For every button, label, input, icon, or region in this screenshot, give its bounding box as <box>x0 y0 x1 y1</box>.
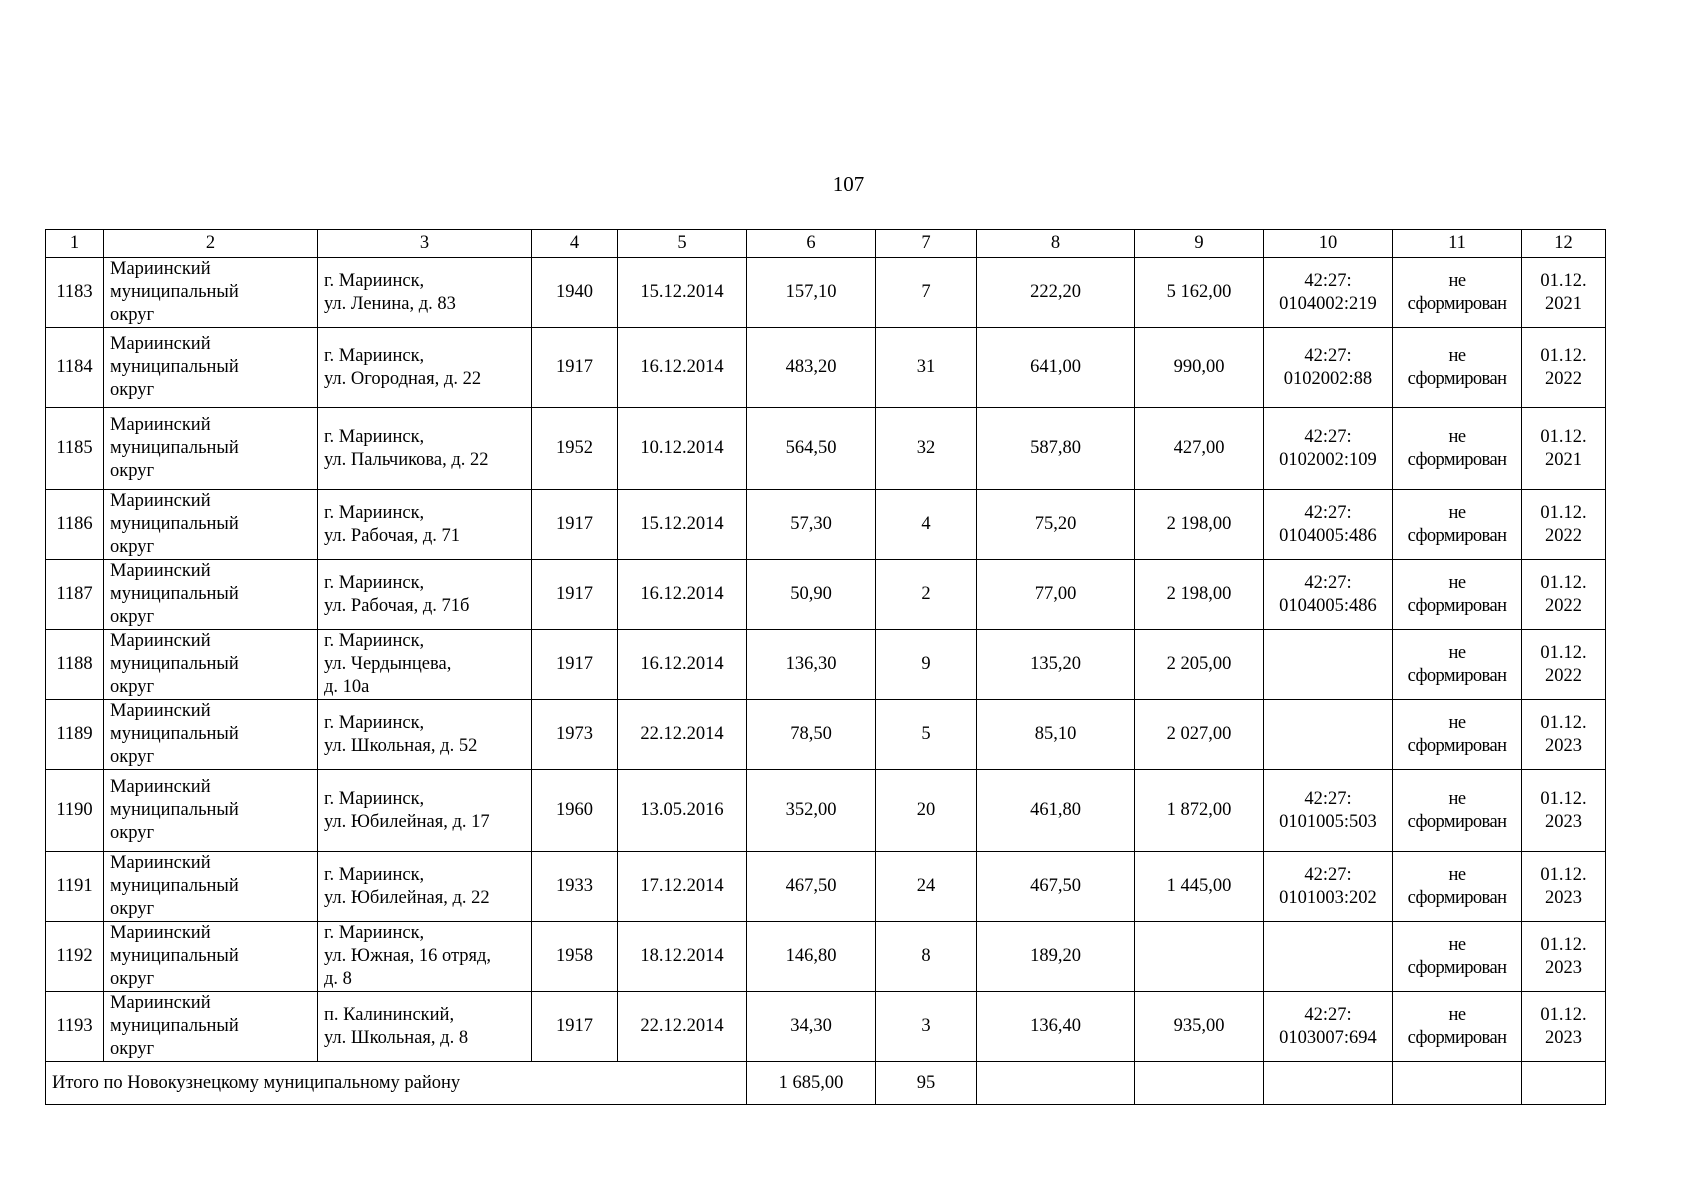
municipality-line: округ <box>110 607 155 627</box>
land-plot-status-cell <box>1393 700 1522 770</box>
residents-cell: 24 <box>876 852 977 922</box>
due-date-line: 2023 <box>1545 957 1582 978</box>
municipality-line: муниципальный <box>110 946 239 966</box>
year-built-cell: 1960 <box>532 770 618 852</box>
cadastral-number-cell <box>1264 922 1393 992</box>
address-cell <box>318 560 532 630</box>
land-plot-status-line: не <box>1448 426 1466 447</box>
municipality-line: Мариинский <box>110 491 211 511</box>
row-number-cell: 1188 <box>46 630 104 700</box>
area-cell: 78,50 <box>747 700 876 770</box>
address-cell <box>318 328 532 408</box>
due-date-line: 01.12. <box>1540 642 1587 663</box>
land-plot-status-cell <box>1393 630 1522 700</box>
date-cell: 15.12.2014 <box>618 258 747 328</box>
table-row <box>46 852 1606 922</box>
column-header: 4 <box>532 230 618 258</box>
cadastral-number-line: 0102002:109 <box>1279 449 1377 470</box>
cost-cell: 1 872,00 <box>1135 770 1264 852</box>
residents-cell: 9 <box>876 630 977 700</box>
cadastral-number-line: 42:27: <box>1304 502 1352 523</box>
total-empty-cell <box>1393 1062 1522 1105</box>
column-header: 10 <box>1264 230 1393 258</box>
municipality-cell <box>104 852 318 922</box>
year-built-cell: 1917 <box>532 630 618 700</box>
municipality-line: Мариинский <box>110 701 211 721</box>
living-area-cell: 75,20 <box>977 490 1135 560</box>
area-cell: 467,50 <box>747 852 876 922</box>
address-line: ул. Ленина, д. 83 <box>324 293 456 314</box>
municipality-cell <box>104 770 318 852</box>
column-header: 2 <box>104 230 318 258</box>
municipality-line: округ <box>110 969 155 989</box>
municipality-line: Мариинский <box>110 853 211 873</box>
land-plot-status-cell <box>1393 992 1522 1062</box>
date-cell: 22.12.2014 <box>618 992 747 1062</box>
municipality-line: Мариинский <box>110 415 211 435</box>
area-cell: 50,90 <box>747 560 876 630</box>
due-date-cell <box>1522 328 1606 408</box>
due-date-line: 2023 <box>1545 735 1582 756</box>
cadastral-number-line: 0101003:202 <box>1279 887 1377 908</box>
land-plot-status-line: не <box>1448 1004 1466 1025</box>
row-number-cell: 1187 <box>46 560 104 630</box>
cadastral-number-line: 42:27: <box>1304 788 1352 809</box>
address-line: г. Мариинск, <box>324 923 425 943</box>
table-row <box>46 700 1606 770</box>
municipality-line: Мариинский <box>110 561 211 581</box>
address-line: ул. Южная, 16 отряд, <box>324 946 492 966</box>
total-empty-cell <box>1135 1062 1264 1105</box>
table-row <box>46 490 1606 560</box>
cadastral-number-cell <box>1264 770 1393 852</box>
column-header: 6 <box>747 230 876 258</box>
address-line: п. Калининский, <box>324 1004 455 1025</box>
residents-cell: 7 <box>876 258 977 328</box>
due-date-line: 2023 <box>1545 811 1582 832</box>
row-number-cell: 1191 <box>46 852 104 922</box>
due-date-line: 01.12. <box>1540 712 1587 733</box>
municipality-line: муниципальный <box>110 800 239 820</box>
total-residents: 95 <box>876 1062 977 1105</box>
due-date-cell <box>1522 408 1606 490</box>
land-plot-status-cell <box>1393 258 1522 328</box>
due-date-line: 01.12. <box>1540 864 1587 885</box>
address-cell <box>318 700 532 770</box>
due-date-cell <box>1522 490 1606 560</box>
municipality-cell <box>104 258 318 328</box>
cost-cell: 2 198,00 <box>1135 560 1264 630</box>
municipality-cell <box>104 328 318 408</box>
address-line: г. Мариинск, <box>324 788 425 809</box>
land-plot-status-line: сформирован <box>1407 1027 1507 1048</box>
due-date-line: 01.12. <box>1540 502 1587 523</box>
cadastral-number-line: 0104005:486 <box>1279 595 1377 616</box>
address-line: д. 8 <box>324 969 352 989</box>
municipality-line: Мариинский <box>110 993 211 1013</box>
address-line: ул. Юбилейная, д. 17 <box>324 811 490 832</box>
municipality-line: Мариинский <box>110 334 211 354</box>
municipality-line: муниципальный <box>110 654 239 674</box>
due-date-line: 01.12. <box>1540 270 1587 291</box>
due-date-cell <box>1522 770 1606 852</box>
municipality-line: Мариинский <box>110 631 211 651</box>
land-plot-status-cell <box>1393 560 1522 630</box>
land-plot-status-cell <box>1393 922 1522 992</box>
table-row <box>46 408 1606 490</box>
land-plot-status-line: сформирован <box>1407 293 1507 314</box>
municipality-cell <box>104 630 318 700</box>
cost-cell: 2 027,00 <box>1135 700 1264 770</box>
land-plot-status-line: сформирован <box>1407 665 1507 686</box>
municipality-line: муниципальный <box>110 438 239 458</box>
municipality-line: округ <box>110 537 155 557</box>
year-built-cell: 1952 <box>532 408 618 490</box>
land-plot-status-line: сформирован <box>1407 449 1507 470</box>
address-cell <box>318 630 532 700</box>
table-row <box>46 992 1606 1062</box>
cadastral-number-line: 0104005:486 <box>1279 525 1377 546</box>
year-built-cell: 1973 <box>532 700 618 770</box>
municipality-line: округ <box>110 380 155 400</box>
cost-cell: 935,00 <box>1135 992 1264 1062</box>
year-built-cell: 1917 <box>532 328 618 408</box>
land-plot-status-cell <box>1393 770 1522 852</box>
address-line: ул. Школьная, д. 52 <box>324 735 478 756</box>
municipality-line: округ <box>110 1039 155 1059</box>
land-plot-status-line: не <box>1448 642 1466 663</box>
cadastral-number-line: 42:27: <box>1304 270 1352 291</box>
cost-cell: 427,00 <box>1135 408 1264 490</box>
residents-cell: 3 <box>876 992 977 1062</box>
row-number-cell: 1193 <box>46 992 104 1062</box>
address-line: г. Мариинск, <box>324 572 425 593</box>
address-line: г. Мариинск, <box>324 631 425 651</box>
land-plot-status-line: не <box>1448 934 1466 955</box>
address-line: г. Мариинск, <box>324 712 425 733</box>
residents-cell: 20 <box>876 770 977 852</box>
due-date-line: 2022 <box>1545 595 1582 616</box>
cadastral-number-cell <box>1264 992 1393 1062</box>
living-area-cell: 77,00 <box>977 560 1135 630</box>
land-plot-status-cell <box>1393 852 1522 922</box>
date-cell: 15.12.2014 <box>618 490 747 560</box>
cadastral-number-line: 42:27: <box>1304 864 1352 885</box>
date-cell: 17.12.2014 <box>618 852 747 922</box>
residents-cell: 5 <box>876 700 977 770</box>
area-cell: 146,80 <box>747 922 876 992</box>
cadastral-number-line: 0101005:503 <box>1279 811 1377 832</box>
total-row <box>46 1062 1606 1105</box>
row-number-cell: 1184 <box>46 328 104 408</box>
cadastral-number-line: 0102002:88 <box>1283 368 1373 389</box>
cadastral-number-line: 42:27: <box>1304 426 1352 447</box>
living-area-cell: 135,20 <box>977 630 1135 700</box>
address-cell <box>318 258 532 328</box>
municipality-line: Мариинский <box>110 259 211 279</box>
land-plot-status-line: сформирован <box>1407 595 1507 616</box>
address-line: г. Мариинск, <box>324 426 425 447</box>
residents-cell: 2 <box>876 560 977 630</box>
table-body <box>46 258 1606 1062</box>
land-plot-status-line: сформирован <box>1407 957 1507 978</box>
date-cell: 16.12.2014 <box>618 328 747 408</box>
address-cell <box>318 770 532 852</box>
address-line: ул. Пальчикова, д. 22 <box>324 449 489 470</box>
row-number-cell: 1186 <box>46 490 104 560</box>
due-date-line: 01.12. <box>1540 1004 1587 1025</box>
cost-cell: 1 445,00 <box>1135 852 1264 922</box>
due-date-cell <box>1522 852 1606 922</box>
municipality-cell <box>104 560 318 630</box>
land-plot-status-line: сформирован <box>1407 525 1507 546</box>
address-line: г. Мариинск, <box>324 345 425 366</box>
cadastral-number-line: 0103007:694 <box>1279 1027 1377 1048</box>
cadastral-number-cell <box>1264 560 1393 630</box>
municipality-line: муниципальный <box>110 282 239 302</box>
residents-cell: 32 <box>876 408 977 490</box>
due-date-line: 2022 <box>1545 525 1582 546</box>
address-line: г. Мариинск, <box>324 502 425 523</box>
living-area-cell: 136,40 <box>977 992 1135 1062</box>
due-date-line: 01.12. <box>1540 788 1587 809</box>
cadastral-number-cell <box>1264 490 1393 560</box>
page-number: 107 <box>832 172 865 196</box>
municipality-line: округ <box>110 677 155 697</box>
table-row <box>46 258 1606 328</box>
due-date-cell <box>1522 258 1606 328</box>
total-empty-cell <box>1522 1062 1606 1105</box>
due-date-cell <box>1522 560 1606 630</box>
living-area-cell: 222,20 <box>977 258 1135 328</box>
land-plot-status-cell <box>1393 490 1522 560</box>
row-number-cell: 1190 <box>46 770 104 852</box>
table-row <box>46 560 1606 630</box>
land-plot-status-line: не <box>1448 788 1466 809</box>
due-date-line: 01.12. <box>1540 426 1587 447</box>
area-cell: 352,00 <box>747 770 876 852</box>
municipality-cell <box>104 408 318 490</box>
total-empty-cell <box>977 1062 1135 1105</box>
due-date-line: 2021 <box>1545 449 1582 470</box>
area-cell: 57,30 <box>747 490 876 560</box>
area-cell: 136,30 <box>747 630 876 700</box>
table-row <box>46 922 1606 992</box>
land-plot-status-line: сформирован <box>1407 887 1507 908</box>
municipality-cell <box>104 922 318 992</box>
municipality-line: округ <box>110 899 155 919</box>
living-area-cell: 85,10 <box>977 700 1135 770</box>
address-cell <box>318 490 532 560</box>
residents-cell: 8 <box>876 922 977 992</box>
due-date-line: 2022 <box>1545 368 1582 389</box>
date-cell: 22.12.2014 <box>618 700 747 770</box>
address-cell <box>318 922 532 992</box>
table-row <box>46 770 1606 852</box>
living-area-cell: 587,80 <box>977 408 1135 490</box>
column-header: 5 <box>618 230 747 258</box>
due-date-cell <box>1522 922 1606 992</box>
date-cell: 16.12.2014 <box>618 630 747 700</box>
municipality-line: муниципальный <box>110 876 239 896</box>
housing-registry-table <box>45 229 1606 1105</box>
table-row <box>46 328 1606 408</box>
total-label: Итого по Новокузнецкому муниципальному району <box>46 1062 747 1105</box>
column-header: 11 <box>1393 230 1522 258</box>
due-date-line: 2023 <box>1545 1027 1582 1048</box>
address-line: ул. Чердынцева, <box>324 654 452 674</box>
municipality-line: округ <box>110 823 155 843</box>
residents-cell: 31 <box>876 328 977 408</box>
cost-cell <box>1135 922 1264 992</box>
address-line: ул. Огородная, д. 22 <box>324 368 482 389</box>
cadastral-number-cell <box>1264 700 1393 770</box>
year-built-cell: 1940 <box>532 258 618 328</box>
cadastral-number-cell <box>1264 852 1393 922</box>
land-plot-status-line: сформирован <box>1407 811 1507 832</box>
land-plot-status-line: не <box>1448 502 1466 523</box>
living-area-cell: 467,50 <box>977 852 1135 922</box>
cost-cell: 5 162,00 <box>1135 258 1264 328</box>
due-date-line: 2021 <box>1545 293 1582 314</box>
header-row <box>46 230 1606 258</box>
land-plot-status-cell <box>1393 328 1522 408</box>
area-cell: 564,50 <box>747 408 876 490</box>
column-header: 3 <box>318 230 532 258</box>
living-area-cell: 189,20 <box>977 922 1135 992</box>
municipality-line: муниципальный <box>110 357 239 377</box>
land-plot-status-line: сформирован <box>1407 368 1507 389</box>
cadastral-number-line: 42:27: <box>1304 345 1352 366</box>
land-plot-status-line: не <box>1448 712 1466 733</box>
area-cell: 483,20 <box>747 328 876 408</box>
address-cell <box>318 992 532 1062</box>
municipality-line: округ <box>110 747 155 767</box>
cadastral-number-line: 0104002:219 <box>1279 293 1377 314</box>
address-line: ул. Юбилейная, д. 22 <box>324 887 490 908</box>
municipality-line: округ <box>110 305 155 325</box>
address-line: ул. Школьная, д. 8 <box>324 1027 469 1048</box>
cost-cell: 990,00 <box>1135 328 1264 408</box>
land-plot-status-line: не <box>1448 270 1466 291</box>
row-number-cell: 1185 <box>46 408 104 490</box>
address-line: г. Мариинск, <box>324 270 425 291</box>
municipality-line: муниципальный <box>110 724 239 744</box>
municipality-line: муниципальный <box>110 1016 239 1036</box>
due-date-line: 2023 <box>1545 887 1582 908</box>
column-header: 9 <box>1135 230 1264 258</box>
address-cell <box>318 852 532 922</box>
date-cell: 16.12.2014 <box>618 560 747 630</box>
address-cell <box>318 408 532 490</box>
land-plot-status-cell <box>1393 408 1522 490</box>
area-cell: 157,10 <box>747 258 876 328</box>
due-date-line: 01.12. <box>1540 345 1587 366</box>
cadastral-number-cell <box>1264 258 1393 328</box>
municipality-line: округ <box>110 461 155 481</box>
date-cell: 13.05.2016 <box>618 770 747 852</box>
row-number-cell: 1192 <box>46 922 104 992</box>
due-date-cell <box>1522 992 1606 1062</box>
column-header: 1 <box>46 230 104 258</box>
cadastral-number-line: 42:27: <box>1304 1004 1352 1025</box>
table-header <box>46 230 1606 258</box>
cost-cell: 2 198,00 <box>1135 490 1264 560</box>
column-header: 8 <box>977 230 1135 258</box>
row-number-cell: 1183 <box>46 258 104 328</box>
due-date-cell <box>1522 700 1606 770</box>
year-built-cell: 1917 <box>532 992 618 1062</box>
municipality-line: муниципальный <box>110 584 239 604</box>
land-plot-status-line: не <box>1448 345 1466 366</box>
cadastral-number-cell <box>1264 630 1393 700</box>
living-area-cell: 641,00 <box>977 328 1135 408</box>
due-date-cell <box>1522 630 1606 700</box>
living-area-cell: 461,80 <box>977 770 1135 852</box>
year-built-cell: 1933 <box>532 852 618 922</box>
cadastral-number-cell <box>1264 408 1393 490</box>
due-date-line: 2022 <box>1545 665 1582 686</box>
cadastral-number-cell <box>1264 328 1393 408</box>
cadastral-number-line: 42:27: <box>1304 572 1352 593</box>
land-plot-status-line: сформирован <box>1407 735 1507 756</box>
land-plot-status-line: не <box>1448 864 1466 885</box>
residents-cell: 4 <box>876 490 977 560</box>
year-built-cell: 1958 <box>532 922 618 992</box>
column-header: 7 <box>876 230 977 258</box>
municipality-line: Мариинский <box>110 777 211 797</box>
table-footer <box>46 1062 1606 1105</box>
due-date-line: 01.12. <box>1540 934 1587 955</box>
municipality-line: муниципальный <box>110 514 239 534</box>
cost-cell: 2 205,00 <box>1135 630 1264 700</box>
area-cell: 34,30 <box>747 992 876 1062</box>
table-row <box>46 630 1606 700</box>
column-header: 12 <box>1522 230 1606 258</box>
year-built-cell: 1917 <box>532 490 618 560</box>
address-line: ул. Рабочая, д. 71 <box>324 525 461 546</box>
land-plot-status-line: не <box>1448 572 1466 593</box>
address-line: г. Мариинск, <box>324 864 425 885</box>
total-empty-cell <box>1264 1062 1393 1105</box>
total-area: 1 685,00 <box>747 1062 876 1105</box>
municipality-cell <box>104 992 318 1062</box>
due-date-line: 01.12. <box>1540 572 1587 593</box>
date-cell: 10.12.2014 <box>618 408 747 490</box>
municipality-cell <box>104 700 318 770</box>
date-cell: 18.12.2014 <box>618 922 747 992</box>
address-line: д. 10а <box>324 677 370 697</box>
municipality-cell <box>104 490 318 560</box>
address-line: ул. Рабочая, д. 71б <box>324 595 470 616</box>
row-number-cell: 1189 <box>46 700 104 770</box>
municipality-line: Мариинский <box>110 923 211 943</box>
year-built-cell: 1917 <box>532 560 618 630</box>
